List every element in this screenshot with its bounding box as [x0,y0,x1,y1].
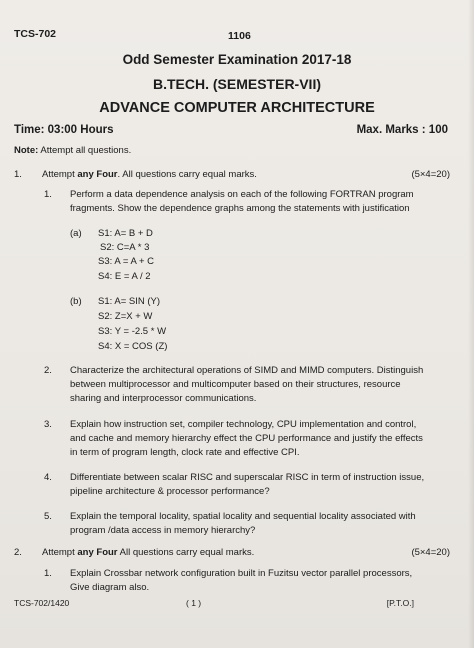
statement: S1: A= B + D [98,228,153,239]
statement: S2: Z=X + W [98,311,153,322]
statement: S3: A = A + C [98,256,154,267]
instruction-bold: any Four [77,547,118,558]
statement: S4: E = A / 2 [98,271,151,282]
note-text: Attempt all questions. [40,145,132,156]
subquestion-text-line: Explain Crossbar network configuration built in Fuzitsu vector parallel processors, [70,568,413,579]
instruction-suffix: All questions carry equal marks. [117,547,255,558]
footer-pto: [P.T.O.] [386,598,414,608]
statement: S2: C=A * 3 [100,242,150,253]
program-title: B.TECH. (SEMESTER-VII) [152,76,321,92]
subquestion-text-line: Perform a data dependence analysis on each of the following FORTRAN program [70,189,414,200]
statement: S3: Y = -2.5 * W [98,326,167,337]
subquestion-number: 3. [44,419,52,430]
question-marks: (5×4=20) [411,547,450,558]
subquestion-text-line: pipeline architecture & processor performance? [70,486,270,497]
subquestion-number: 5. [44,511,52,522]
statement: S4: X = COS (Z) [98,341,168,352]
instruction-prefix: Attempt [42,169,75,180]
max-marks: Max. Marks : 100 [356,124,448,136]
footer-page-number: ( 1 ) [186,598,202,608]
note-label: Note: [14,145,39,156]
subquestion-text-line: program /data access in memory hierarchy? [70,525,256,536]
part-b-label: (b) [70,296,82,307]
question-number: 1. [14,169,22,180]
question-number: 2. [14,547,22,558]
subquestion-text-line: Give diagram also. [70,582,150,593]
instruction-prefix: Attempt [42,547,75,558]
question-instruction [42,168,257,181]
subquestion-text-line: Explain how instruction set, compiler technology, CPU implementation and control, [70,419,417,430]
subquestion-number: 1. [44,568,52,579]
subquestion-text-line: fragments. Show the dependence graphs among the statements with justification [70,203,410,214]
instruction-suffix: . All questions carry equal marks. [117,169,257,180]
question-marks: (5×4=20) [411,169,450,180]
subquestion-number: 1. [44,189,52,200]
note [14,145,131,156]
subquestion-text-line: Differentiate between scalar RISC and superscalar RISC in term of instruction issue, [70,472,425,483]
question-instruction [42,546,254,559]
scan-edge-shadow [468,0,474,648]
subquestion-text-line: between multiprocessor and multicomputer based on their structures, resource [70,379,401,390]
paper-code: 1106 [228,30,251,42]
course-code: TCS-702 [14,28,57,40]
exam-title: Odd Semester Examination 2017-18 [122,52,352,67]
footer-code: TCS-702/1420 [14,598,70,608]
instruction-bold: any Four [77,169,118,180]
statement: S1: A= SIN (Y) [98,296,161,307]
subquestion-text-line: in term of program length, clock rate and effective CPI. [70,447,300,458]
subquestion-number: 2. [44,365,52,376]
subquestion-text-line: and cache and memory hierarchy effect the CPU performance and justify the effects [70,433,423,444]
subject-title: ADVANCE COMPUTER ARCHITECTURE [99,100,375,116]
subquestion-text-line: Characterize the architectural operations of SIMD and MIMD computers. Distinguish [70,365,424,376]
part-a-label: (a) [70,228,82,239]
exam-time: Time: 03:00 Hours [14,124,114,136]
subquestion-text-line: sharing and interprocessor communications. [70,393,257,404]
subquestion-text-line: Explain the temporal locality, spatial locality and sequential locality associated with [70,511,416,522]
subquestion-number: 4. [44,472,52,483]
